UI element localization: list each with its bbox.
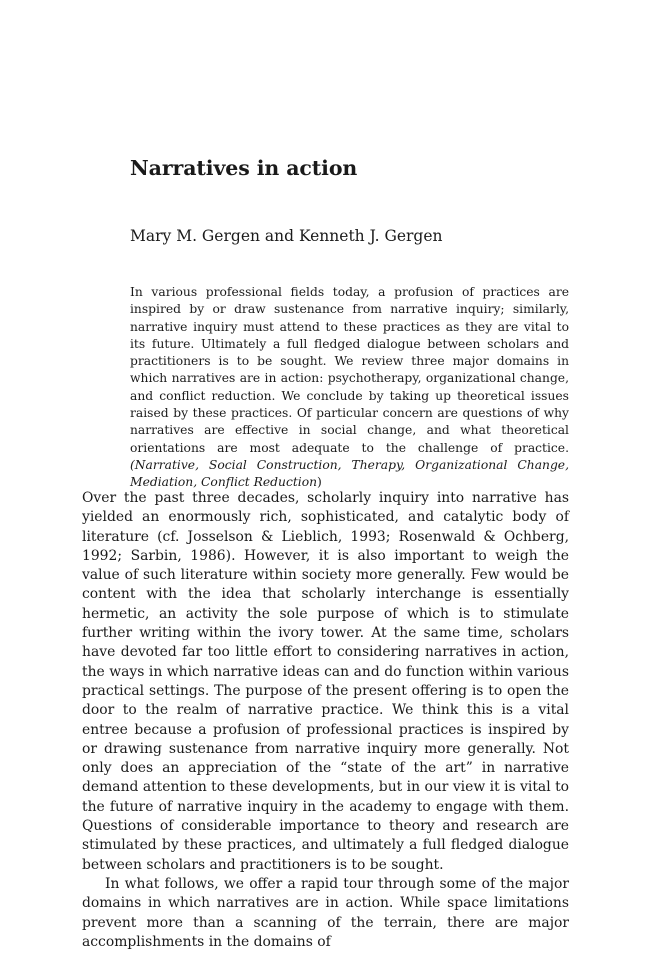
article-title: Narratives in action	[130, 156, 358, 180]
body-paragraph-1: Over the past three decades, scholarly inquiry into narrative has yielded an enormously rich, sophisticated, and catalytic body of literature (cf. Josselson & Lieblich, 1993; Rosenwald & Ochberg, 1992; Sarbin, 1986). However, it is also important to weigh the value of such literature within society more generally. Few would be content with the idea that scholarly interchange is essentially hermetic, an activity the sole purpose of which is to stimulate further writing within the ivory tower. At the same time, scholars have devoted far too little effort to considering narratives in action, the ways in which narrative ideas can and do function within various practical settings. The purpose of the present offering is to open the door to the realm of narrative practice. We think this is a vital entree because a profusion of professional practices is inspired by or drawing sustenance from narrative inquiry more generally. Not only does an appreciation of the “state of the art” in narrative demand attention to these developments, but in our view it is vital to the future of narrative inquiry in the academy to engage with them. Questions of considerable importance to theory and research are stimulated by these practices, and ultimately a full fledged dialogue between scholars and practitioners is to be sought.	[82, 490, 570, 873]
article-authors: Mary M. Gergen and Kenneth J. Gergen	[130, 227, 443, 245]
abstract-keywords-close: )	[317, 475, 322, 490]
body-text	[82, 489, 569, 952]
abstract-keywords: (Narrative, Social Construction, Therapy, Organizational Change, Mediation, Conflict Reduction	[130, 457, 569, 490]
abstract	[130, 284, 569, 492]
abstract-text: In various professional fields today, a profusion of practices are inspired by or draw sustenance from narrative inquiry; similarly, narrative inquiry must attend to these practices as they are vital to its future. Ultimately a full fledged dialogue between scholars and practitioners is to be sought. We review three major domains in which narratives are in action: psychotherapy, organizational change, and conflict reduction. We conclude by taking up theoretical issues raised by these practices. Of particular concern are questions of why narratives are effective in social change, and what theoretical orientations are most adequate to the challenge of practice.	[130, 285, 569, 455]
body-paragraph-2: In what follows, we offer a rapid tour through some of the major domains in which narratives are in action. While space limitations prevent more than a scanning of the terrain, there are major accomplishments in the domains of	[82, 875, 569, 950]
